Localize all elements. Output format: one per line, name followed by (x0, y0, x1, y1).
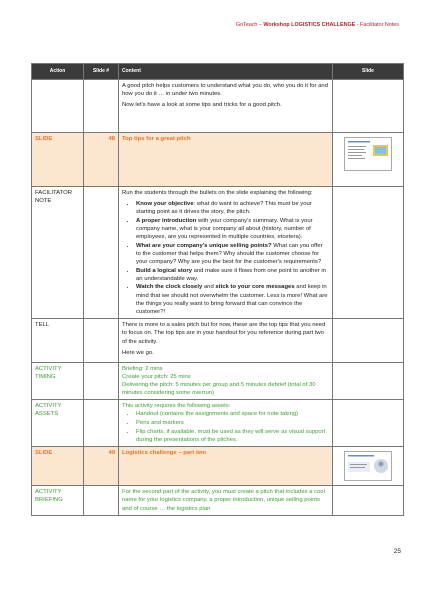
action-label: ACTIVITY TIMING (32, 362, 84, 399)
action-label: TELL (32, 319, 84, 362)
page-header (236, 22, 399, 28)
row-content: Run the students through the bullets on the slide explaining the following: • Know your objective: what do want to achieve? This must be your starting point as it drives the story, the pitch. • A proper introduction with your company's summary. What is your company name, what is your company all about (history, number of employees, are you represented in multiple countries, etcetera). • What are your company's unique selling points? What can you offer to the customer that helps them? Why should the customer choose for your company? Why are you the best for the customer's requirements? • Build a logical story and make sure it flows from one point to another in an understandable way. • Watch the clock closely and stick to your core messages and keep in mind that we should not overwhelm the customer. Less is more! What are the things you really want to bring forward that can convince the customer?! (119, 187, 333, 319)
table-row (32, 80, 404, 133)
slide-number: 48 (84, 133, 119, 187)
list-item: • Flip charts, if available, must be used as they will serve as visual support during the presentations of the pitches. (136, 428, 329, 444)
table-row (32, 319, 404, 362)
header-suffix: - Facilitator Notes (355, 22, 399, 28)
list-item: • A proper introduction with your company's summary. What is your company name, what is your company all about (history, number of employees, are you represented in multiple countries, etcetera). (136, 217, 329, 241)
slide-thumbnail (344, 137, 392, 171)
slide-number: 49 (84, 447, 119, 486)
header-prefix: GoTeach – (235, 22, 264, 28)
action-label: ACTIVITY BRIEFING (32, 486, 84, 515)
tips-list (122, 200, 329, 316)
slide-title: Top tips for a great pitch (119, 133, 333, 187)
facilitator-notes-table (31, 63, 404, 516)
row-content: A good pitch helps customers to understand what you do, who you do it for and how you do it … in under two minutes. Now let's have a look at some tips and tricks for a good pitch. (119, 80, 333, 133)
slide-thumbnail-cell (333, 133, 404, 187)
table-header-row (32, 64, 404, 80)
column-header-content: Content (119, 64, 333, 80)
column-header-action: Action (32, 64, 84, 80)
action-label: SLIDE (32, 447, 84, 486)
list-item: • Handout (contains the assignments and space for note taking) (136, 410, 329, 418)
column-header-slide: Slide (333, 64, 404, 80)
list-item: • Build a logical story and make sure it flows from one point to another in an understandable way. (136, 267, 329, 283)
slide-title: Logistics challenge – part two (119, 447, 333, 486)
header-title: Workshop LOGISTICS CHALLENGE (263, 22, 356, 28)
slide-thumbnail (344, 451, 392, 481)
slide-row-48 (32, 133, 404, 187)
table-row (32, 486, 404, 515)
row-content: This activity requires the following assets: • Handout (contains the assignments and space for note taking) • Pens and markers • Flip charts, if available, must be used as they will serve as visual support during the presentations of the pitches. (119, 400, 333, 447)
list-item: • Watch the clock closely and stick to your core messages and keep in mind that we should not overwhelm the customer. Less is more! What are the things you really want to bring forward that can convince the customer?! (136, 283, 329, 315)
action-label: ACTIVITY ASSETS (32, 400, 84, 447)
action-label: SLIDE (32, 133, 84, 187)
list-item: • Pens and markers (136, 419, 329, 427)
page-number: 25 (393, 548, 401, 555)
action-label: FACILITATOR NOTE (32, 187, 84, 319)
slide-thumbnail-cell (333, 447, 404, 486)
row-content: There is more to a sales pitch but for now, these are the top tips that you need to focus on. The top tips are in your handout for you reference during part two of the activity. Here we go. (119, 319, 333, 362)
list-item: • What are your company's unique selling points? What can you offer to the customer that helps them? Why should the customer choose for your company? Why are you the best for the customer's requirements? (136, 242, 329, 266)
assets-list (122, 410, 329, 444)
row-content: Briefing: 2 mins Create your pitch: 25 mins Delivering the pitch: 5 minutes per group and 5 minutes debrief (total of 30 minutes considering some overrun) (119, 362, 333, 399)
table-row (32, 362, 404, 399)
slide-thumbnail-graphic (345, 138, 391, 170)
table-row (32, 400, 404, 447)
slide-thumbnail-graphic (345, 452, 391, 480)
slide-row-49 (32, 447, 404, 486)
list-item: • Know your objective: what do want to achieve? This must be your starting point as it drives the story, the pitch. (136, 200, 329, 216)
table-row (32, 187, 404, 319)
row-content: For the second part of the activity, you must create a pitch that includes a cool name for your logistics company, a proper introduction, unique selling points and of course … the logistics plan (119, 486, 333, 515)
column-header-slide-number: Slide # (84, 64, 119, 80)
